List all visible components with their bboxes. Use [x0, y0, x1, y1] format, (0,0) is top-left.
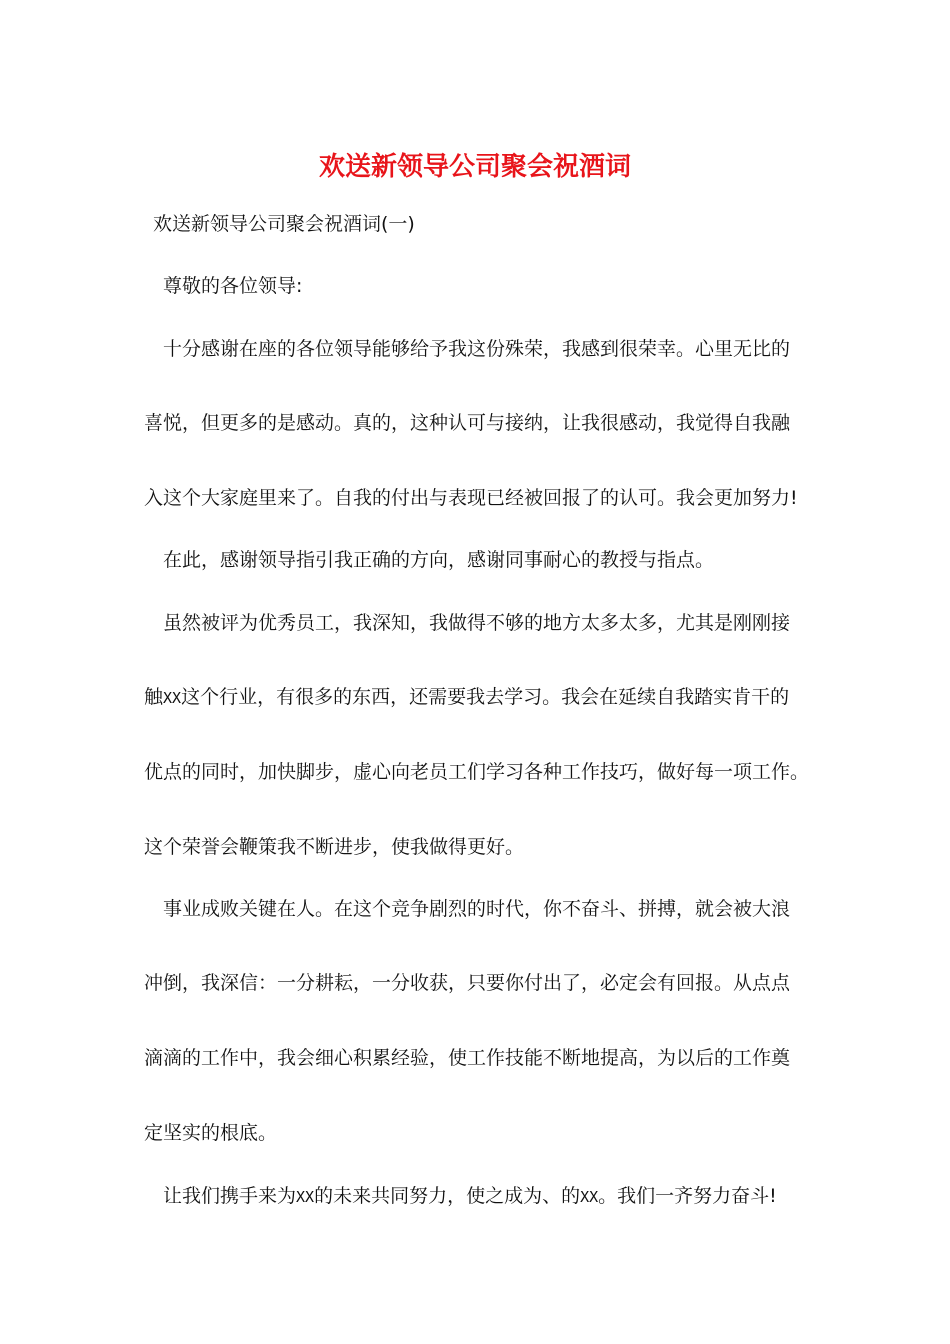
paragraph-line: 滴滴的工作中，我会细心积累经验，使工作技能不断地提高，为以后的工作奠 [144, 1047, 791, 1069]
paragraph-line: 事业成败关键在人。在这个竞争剧烈的时代，你不奋斗、拼搏，就会被大浪 [163, 898, 791, 920]
line-text: 。我们一齐努力奋斗! [598, 1185, 777, 1207]
document-subtitle: 欢送新领导公司聚会祝酒词(一) [153, 213, 415, 235]
line-text: 触 [144, 686, 164, 708]
line-text: 让我们携手来为 [163, 1185, 297, 1207]
paragraph-line: 冲倒，我深信：一分耕耘，一分收获，只要你付出了，必定会有回报。从点点 [144, 972, 791, 994]
salutation: 尊敬的各位领导: [163, 275, 303, 297]
placeholder-code: XX [580, 1188, 599, 1206]
paragraph-line: 喜悦，但更多的是感动。真的，这种认可与接纳，让我很感动，我觉得自我融 [144, 412, 791, 434]
paragraph-line: 优点的同时，加快脚步，虚心向老员工们学习各种工作技巧，做好每一项工作。 [144, 761, 810, 783]
paragraph-line: 十分感谢在座的各位领导能够给予我这份殊荣，我感到很荣幸。心里无比的 [163, 338, 791, 360]
paragraph-line: 定坚实的根底。 [144, 1122, 278, 1144]
paragraph-line: 虽然被评为优秀员工，我深知，我做得不够的地方太多太多，尤其是刚刚接 [163, 612, 791, 634]
placeholder-code: XX [296, 1188, 315, 1206]
paragraph-line: 入这个大家庭里来了。自我的付出与表现已经被回报了的认可。我会更加努力! [144, 487, 798, 509]
line-text: 这个行业，有很多的东西，还需要我去学习。我会在延续自我踏实肯干的 [181, 686, 790, 708]
paragraph-line: 这个荣誉会鞭策我不断进步，使我做得更好。 [144, 836, 525, 858]
paragraph-line: 在此，感谢领导指引我正确的方向，感谢同事耐心的教授与指点。 [163, 549, 715, 571]
placeholder-code: XX [163, 689, 182, 707]
paragraph-line [163, 1183, 777, 1210]
paragraph-line [144, 684, 789, 711]
document-title: 欢送新领导公司聚会祝酒词 [318, 152, 631, 182]
line-text: 的未来共同努力，使之成为、的 [314, 1185, 581, 1207]
